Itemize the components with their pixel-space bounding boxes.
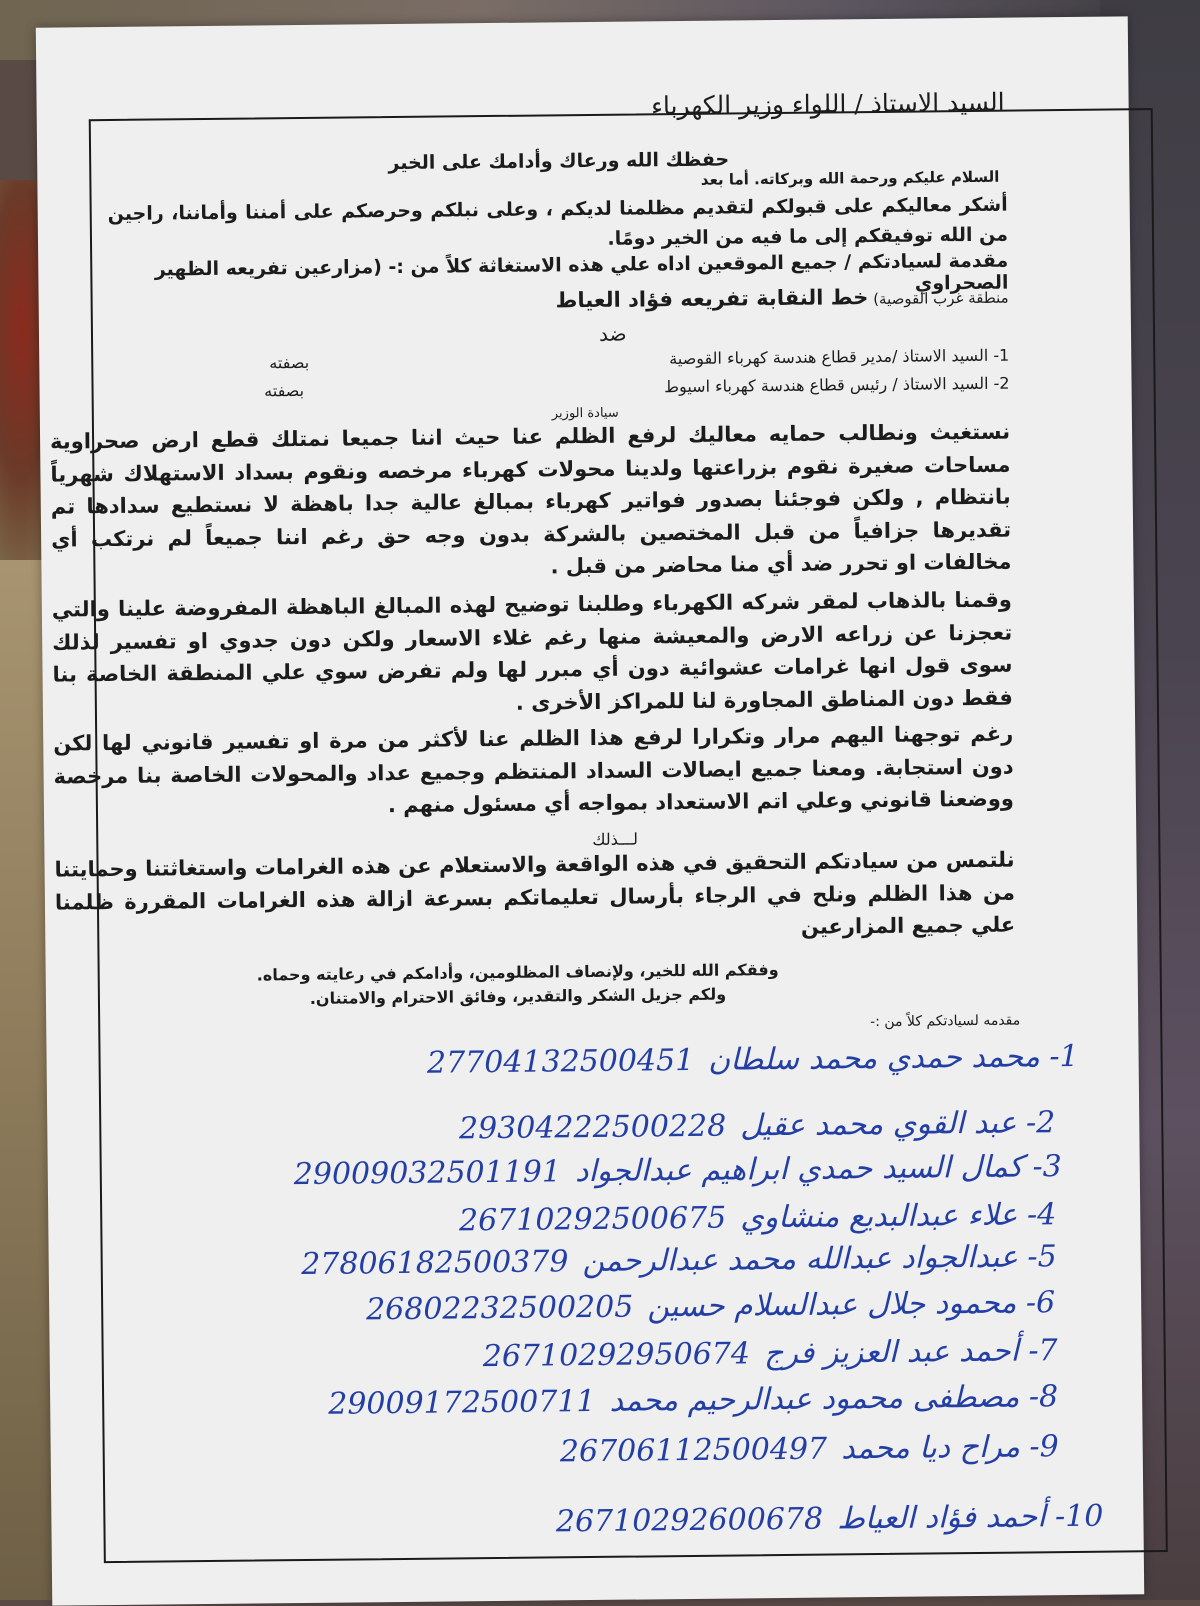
signatory-name: 2- عبد القوي محمد عقيل [740,1105,1056,1144]
signatory-name: 5- عبدالجواد عبدالله محمد عبدالرحمن [582,1239,1057,1280]
signatory-10 [556,1499,1104,1540]
respondent-2 [264,373,1010,401]
signatory-id: 29009032501191 [293,1154,562,1193]
signatory-id: 27806182500379 [301,1244,569,1283]
paragraph-1: نستغيث ونطالب حمايه معاليك لرفع الظلم عنا حيث اننا جميعا نمتلك قطع ارض صحراوية مساحات صغيرة نقوم بزراعتها ولدينا محولات كهرباء مرخصه ونقوم بسداد الاستهلاك شهرياً بانتظام , ولكن فوجئنا بصدور فواتير كهرباء بمبالغ عالية جدا باهظة لا نستطيع سدادها تم تقديرها جزافياً من قبل المختصين بالشركة بدون وجه حق رغم اننا جميعاً لم نرتكب أي مخالفات او تحرر ضد أي منا محاضر من قبل . [49,419,1012,579]
signatory-2 [459,1105,1056,1146]
minister-label: سيادة الوزير [551,405,619,422]
signatory-name: 6- محمود جلال عبدالسلام حسين [647,1285,1056,1325]
signatory-name: 4- علاء عبدالبديع منشاوي [740,1197,1057,1236]
respondent-2-capacity: بصفته [264,380,305,401]
letter-sheet [36,16,1144,1605]
signatory-id: 27704132500451 [426,1042,695,1081]
signatory-name: 10- أحمد فؤاد العياط [836,1498,1104,1537]
closing-line-2: ولكم جزيل الشكر والتقدير، وفائق الاحترام والامتنان. [309,984,727,1008]
area-small: منطقة غرب القوصية) [873,288,1009,309]
signatory-id: 26802232500205 [365,1289,634,1328]
signatory-id: 26706112500497 [559,1431,828,1470]
respondent-1-capacity: بصفته [269,352,310,373]
respondent-1-text: 1- السيد الاستاذ /مدير قطاع هندسة كهرباء القوصية [669,345,1010,369]
recipient-line: السيد الاستاذ / اللواء وزير الكهرباء [650,87,1005,121]
presented-by-label: مقدمه لسيادتكم كلاً من :- [870,1012,1021,1031]
respondent-1 [269,345,1010,373]
closing-line-1: وفقكم الله للخير، ولإنصاف المظلومين، وأدامكم في رعايته وحماه. [256,960,779,985]
paragraph-4: نلتمس من سيادتكم التحقيق في هذه الواقعة والاستعلام عن هذه الغرامات واستغاثتنا وحمايتنا من هذا الظلم ونلح في الرجاء بأرسال تعليماتكم بسرعة ازالة هذه الغرامات المقررة ظلمنا علي جميع المزارعين [54,847,1016,939]
respondent-2-text: 2- السيد الاستاذ / رئيس قطاع هندسة كهرباء اسيوط [664,373,1010,397]
signatory-7 [483,1333,1058,1374]
signatory-4 [459,1197,1057,1238]
signatory-6 [366,1285,1055,1327]
greeting-line: السلام عليكم ورحمة الله وبركاته. أما بعد [700,167,1000,189]
signatory-id: 26710292950674 [482,1336,751,1375]
signatory-name: 1- محمد حمدي محمد سلطان [708,1038,1079,1078]
blessing-line: حفظك الله ورعاك وأدامك على الخير [388,148,730,175]
signatory-9 [560,1429,1059,1469]
signatory-name: 3- كمال السيد حمدي ابراهيم عبدالجواد [574,1149,1062,1190]
area-big: خط النقابة تفريعه فؤاد العياط [555,285,869,313]
signatory-name: 9- مراح ديا محمد [840,1429,1059,1467]
against-label: ضد [598,321,627,346]
signatory-id: 29009172500711 [328,1383,596,1422]
presented-line: مقدمة لسيادتكم / جميع الموقعين اداه علي هذه الاستغاثة كلاً من :- (مزارعين تفريعه الظهير الصحراوي [154,249,1009,295]
paragraph-2: وقمنا بالذهاب لمقر شركه الكهرباء وطلبنا توضيح لهذه المبالغ الباهظة المفروضة علينا والتي تعجزنا عن زراعه الارض والمعيشة منها رغم غلاء الاسعار ولكن دون جدوي او تفسير لذلك سوى قول انها غرامات عشوائية دون أي مبرر لها ولم تفرض سوي علي المنطقة الخاصة بنا فقط دون المناطق المجاورة لنا للمراكز الأخرى . [51,587,1013,715]
paragraph-3: رغم توجهنا اليهم مرار وتكرارا لرفع هذا الظلم عنا لأكثر من مرة او تفسير قانوني لها لكن دون استجابة. ومعنا جميع ايصالات السداد المنتظم وجميع عداد والمحولات الخاصة بنا مرخصة ووضعنا قانوني وعلي اتم الاستعداد بمواجه أي مسئول منهم . [53,721,1015,818]
signatory-name: 7- أحمد عبد العزيز فرج [763,1333,1058,1372]
signatory-id: 26710292600678 [555,1501,824,1540]
therefore-label: لـــذلك [592,829,639,849]
closing-block [238,958,798,1012]
signatory-name: 8- مصطفى محمود عبدالرحيم محمد [609,1379,1059,1419]
signatory-id: 29304222500228 [458,1108,727,1147]
signatory-id: 26710292500675 [458,1200,727,1239]
thanks-paragraph: أشكر معاليكم على قبولكم لتقديم مظلمنا لديكم ، وعلى نبلكم وحرصكم على أمننا وأماننا، راجين من الله توفيقكم إلى ما فيه من الخير دومًا. [107,193,1009,250]
signatory-1 [427,1039,1079,1081]
